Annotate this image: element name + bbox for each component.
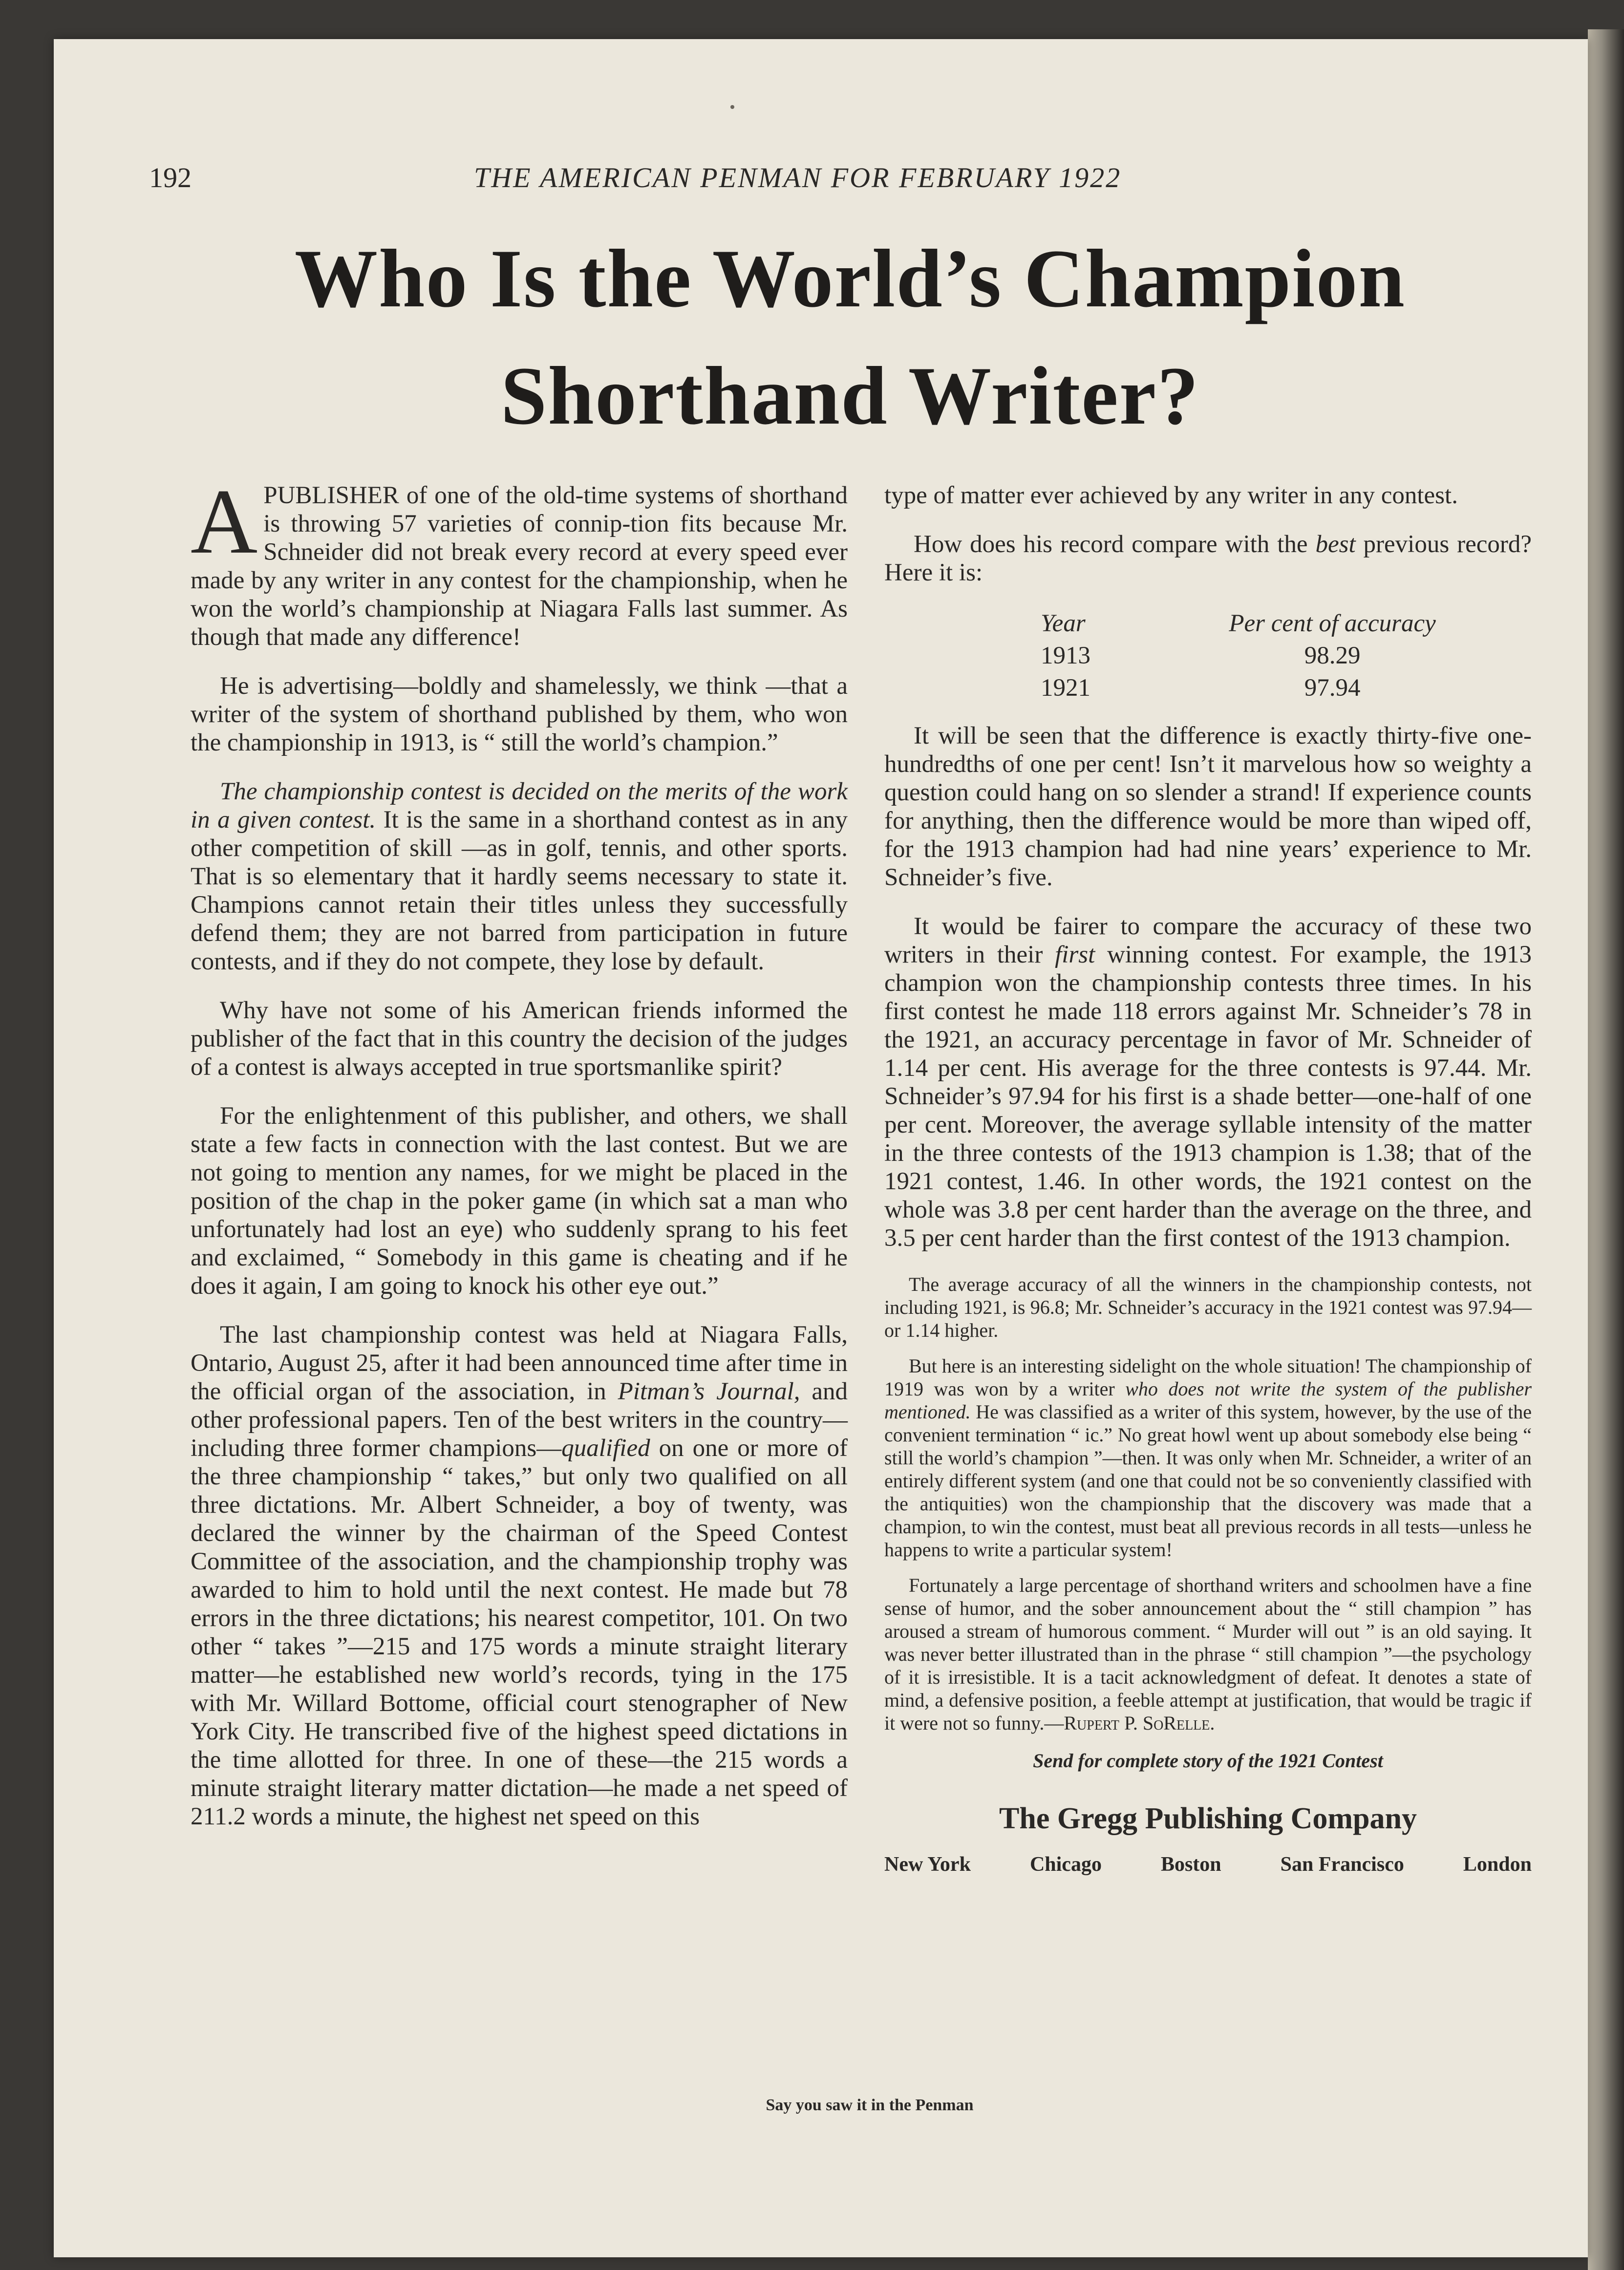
paragraph: It will be seen that the difference is exactly thirty-five one-hundredths of one per cent! Isn’t it marvelous how so weighty a question could hang on so slender a strand! If experience counts for anything, then the difference would be more than wiped off, for the 1913 champion had had nine years’ experience to Mr. Schneider’s five. [884, 722, 1532, 891]
table-row [1041, 640, 1529, 672]
column-header-accuracy: Per cent of accuracy [1229, 610, 1436, 637]
paragraph: Why have not some of his American friends informed the publisher of the fact that in this country the decision of the judges of a contest is always accepted in true sportsmanlike spirit? [191, 997, 848, 1081]
italic-text: Pitman’s Journal, [618, 1378, 800, 1405]
table-header-row [1041, 607, 1529, 640]
page-number: 192 [149, 162, 192, 193]
paragraph: For the enlightenment of this publisher, and others, we shall state a few facts in connection with the last contest. But we are not going to mention any names, for we might be placed in the position of the chap in the poker game (in which sat a man who unfortunately had lost an eye) who suddenly sprang to his feet and exclaimed, “ Somebody in this game is cheating and if he does it again, I am going to knock his other eye out.” [191, 1102, 848, 1300]
accuracy-table [1041, 607, 1529, 704]
paragraph-text: But here is an interesting sidelight on the whole situation! The championship of 1919 was won by a writer [884, 1355, 1532, 1400]
italic-text: first [1055, 941, 1095, 968]
paragraph [191, 471, 848, 651]
paragraph-text: How does his record compare with the [914, 531, 1316, 558]
paragraph [191, 1321, 848, 1831]
adjacent-page-edge [1588, 29, 1624, 2270]
city: New York [884, 1853, 971, 1876]
headline-line-2: Shorthand Writer? [500, 350, 1200, 442]
paragraph-text: and other professional papers. Ten of the best writers in the country—including three former champions— [191, 1378, 848, 1462]
city: Chicago [1029, 1853, 1102, 1876]
author-signature: Rupert P. SoRelle. [1064, 1712, 1215, 1734]
paragraph-text: PUBLISHER of one of the old-time systems of shorthand is throwing 57 varieties of connip-tion fits because Mr. Schneider did not break every record at every speed ever made by any writer in any contest for the championship, when he won the world’s championship at Niagara Falls last summer. As though that made any difference! [191, 482, 848, 651]
paragraph: He is advertising—boldly and shamelessly, we think —that a writer of the system of shorthand published by them, who won the championship in 1913, is “ still the world’s champion.” [191, 672, 848, 756]
paragraph: The average accuracy of all the winners in the championship contests, not including 1921, is 96.8; Mr. Schneider’s accuracy in the 1921 contest was 97.94—or 1.14 higher. [884, 1273, 1532, 1341]
paragraph-text: previous record? Here it is: [884, 531, 1532, 586]
paragraph-text: He was classified as a writer of this system, however, by the use of the convenient termination “ ic.” No great howl went up about somebody else being “ still the world’s champion ”—then. It was only when Mr. Schneider, a writer of an entirely different system (and one that could not be so conveniently classified with the antiquities) won the championship that the discovery was made that a champion, to win the contest, must beat all previous records in all tests—unless he happens to write a particular system! [884, 1401, 1532, 1561]
left-column [191, 471, 848, 1851]
paragraph-text: on one or more of the three championship “ takes,” but only two qualified on all three dictations. Mr. Albert Schneider, a boy of twenty, was declared the winner by the chairman of the Speed Contest Committee of the association, and the championship trophy was awarded to him to hold until the next contest. He made but 78 errors in the three dictations; his nearest competitor, 101. On two other “ takes ”—215 and 175 words a minute straight literary matter—he established new world’s records, tying in the 175 with Mr. Willard Bottome, official court stenographer of New York City. He transcribed five of the highest speed dictations in the time allotted for three. In one of these—the 215 words a minute straight literary matter dictation—he made a net speed of 211.2 words a minute, the highest net speed on this [191, 1435, 848, 1830]
paragraph-text: It is the same in a shorthand contest as in any other competition of skill —as in golf, tennis, and other sports. That is so elementary that it hardly seems necessary to state it. Champions cannot retain their titles unless they successfully defend them; they are not barred from participation in future contests, and if they do not compete, they lose by default. [191, 806, 848, 975]
right-body-continued [884, 722, 1532, 1252]
right-body [884, 481, 1532, 587]
paragraph [884, 530, 1532, 587]
cell-accuracy: 98.29 [1304, 642, 1361, 669]
italic-text: best [1315, 531, 1356, 558]
page-speck [730, 105, 734, 109]
paragraph [884, 1574, 1532, 1735]
paragraph-text: The last championship contest was held at Niagara Falls, Ontario, August 25, after it had been announced time after time in the official organ of the association, in [191, 1321, 848, 1405]
paragraph-text: Fortunately a large percentage of shorthand writers and schoolmen have a fine sense of humor, and the sober announcement about the “ still champion ” has aroused a stream of humorous comment. “ Murder will out ” is an old saying. It was never better illustrated than in the phrase “ still champion ”—the psychology of it is irresistible. It is a tacit acknowledgment of defeat. It denotes a state of mind, a defensive position, a feeble attempt at justification, that would be tragic if it were not so funny.— [884, 1574, 1532, 1734]
journal-title: THE AMERICAN PENMAN FOR FEBRUARY 1922 [474, 162, 1122, 193]
italic-text: qualified [561, 1435, 650, 1462]
publisher-name: The Gregg Publishing Company [999, 1802, 1417, 1835]
paragraph-text: It would be fairer to compare the accuracy of these two writers in their [884, 913, 1532, 968]
drop-cap: A [191, 471, 258, 573]
publisher-cities [884, 1853, 1532, 1876]
right-column [884, 481, 1532, 1876]
cell-accuracy: 97.94 [1304, 674, 1361, 702]
small-print-section [884, 1273, 1532, 1735]
city: San Francisco [1280, 1853, 1404, 1876]
paragraph [884, 1354, 1532, 1561]
cell-year: 1913 [1041, 642, 1090, 669]
headline-line-1: Who Is the World’s Champion [295, 233, 1406, 324]
article-headline [147, 220, 1554, 454]
paragraph [191, 777, 848, 976]
paragraph-text: winning contest. For example, the 1913 champion won the championship contests three times. In his first contest he made 118 errors against Mr. Schneider’s 78 in the 1921, an accuracy percentage in favor of Mr. Schneider of 1.14 per cent. His average for the three contests is 97.44. Mr. Schneider’s 97.94 for his first is a shade better—one-half of one per cent. Moreover, the average syllable intensity of the matter in the three contests of the 1913 champion is 1.38; that of the 1921 contest, 1.46. In other words, the 1921 contest on the whole was 3.8 per cent harder than the average on the three, and 3.5 per cent harder than the first contest of the 1913 champion. [884, 941, 1532, 1252]
italic-text: who does not write the system of the publisher mentioned. [884, 1378, 1532, 1423]
cell-year: 1921 [1041, 674, 1090, 702]
paragraph [884, 912, 1532, 1252]
column-header-year: Year [1041, 610, 1086, 637]
table-row [1041, 672, 1529, 704]
city: Boston [1160, 1853, 1221, 1876]
paragraph: type of matter ever achieved by any writer in any contest. [884, 482, 1458, 509]
running-head [149, 161, 1273, 205]
city: London [1463, 1853, 1532, 1876]
promo-line: Send for complete story of the 1921 Contest [1033, 1750, 1383, 1772]
italic-text: The championship contest is decided on the merits of the work in a given contest. [191, 778, 848, 834]
page-footer: Say you saw it in the Penman [766, 2096, 974, 2114]
